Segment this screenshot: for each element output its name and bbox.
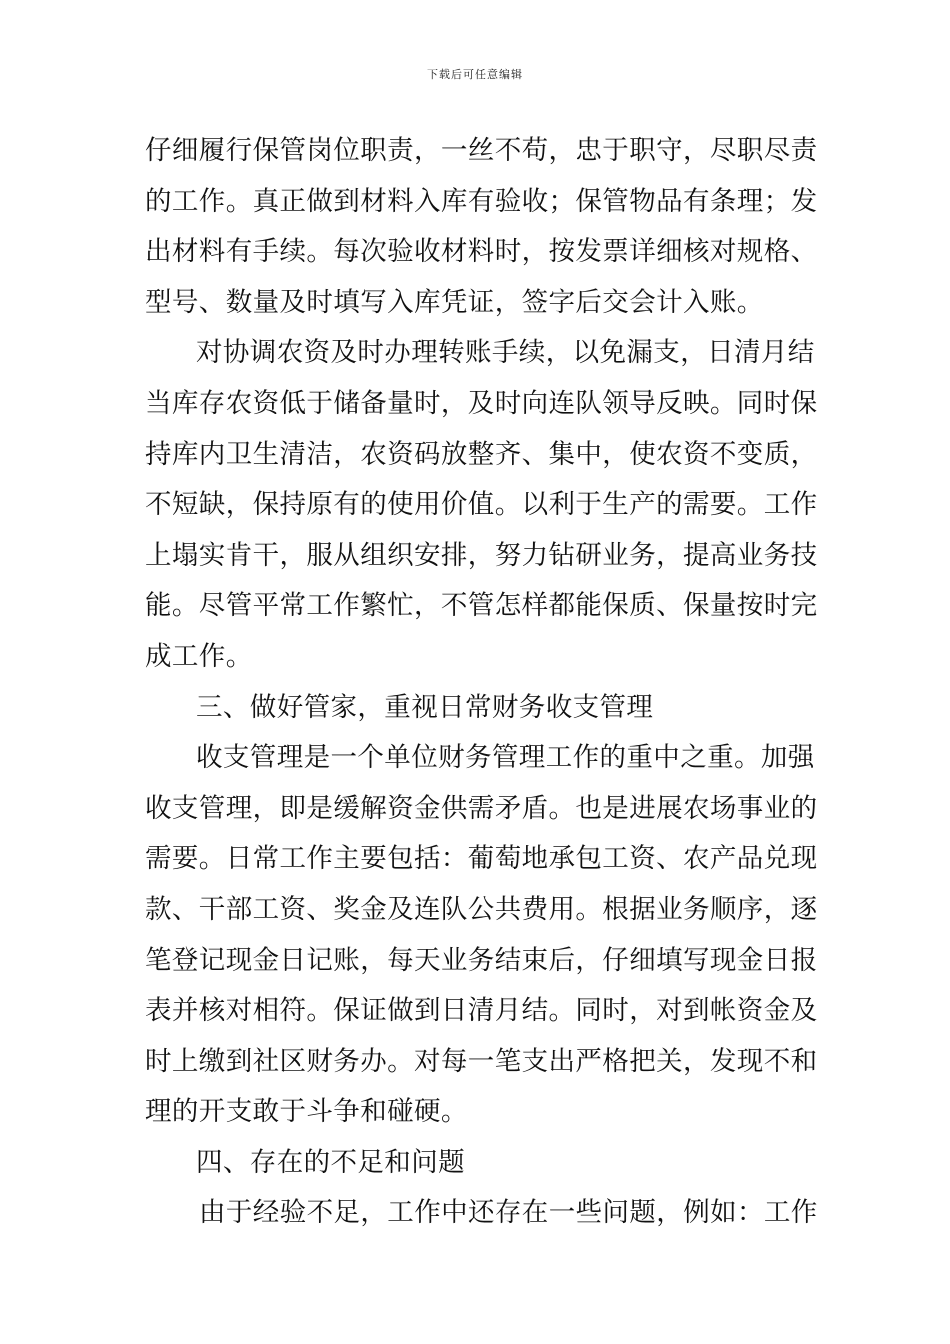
paragraph-start: 由于经验不足，工作中还存在一些问题，例如：工作 xyxy=(199,1197,818,1229)
text-line: 收支管理，即是缓解资金供需矛盾。也是进展农场事业的 xyxy=(145,792,818,824)
text-line: 时上缴到社区财务办。对每一笔支出严格把关，发现不和 xyxy=(145,1045,818,1077)
text-line: 上塌实肯干，服从组织安排，努力钻研业务，提高业务技 xyxy=(145,539,818,571)
text-line: 成工作。 xyxy=(145,640,253,672)
section-heading: 三、做好管家，重视日常财务收支管理 xyxy=(196,691,654,723)
text-line: 笔登记现金日记账，每天业务结束后，仔细填写现金日报 xyxy=(145,944,818,976)
header-note: 下载后可任意编辑 xyxy=(427,68,523,81)
paragraph-start: 收支管理是一个单位财务管理工作的重中之重。加强 xyxy=(196,742,815,774)
text-line: 能。尽管平常工作繁忙，不管怎样都能保质、保量按时完 xyxy=(145,590,818,622)
text-line: 型号、数量及时填写入库凭证，签字后交会计入账。 xyxy=(145,286,764,318)
text-line: 出材料有手续。每次验收材料时，按发票详细核对规格、 xyxy=(145,236,818,268)
text-line: 不短缺，保持原有的使用价值。以利于生产的需要。工作 xyxy=(145,489,818,521)
paragraph-start: 对协调农资及时办理转账手续，以免漏支，日清月结 xyxy=(196,337,815,369)
text-line: 款、干部工资、奖金及连队公共费用。根据业务顺序，逐 xyxy=(145,893,818,925)
text-line: 表并核对相符。保证做到日清月结。同时，对到帐资金及 xyxy=(145,995,818,1027)
text-line: 需要。日常工作主要包括：葡萄地承包工资、农产品兑现 xyxy=(145,843,818,875)
text-line: 当库存农资低于储备量时，及时向连队领导反映。同时保 xyxy=(145,387,818,419)
document-body xyxy=(145,126,818,1239)
text-line: 持库内卫生清洁，农资码放整齐、集中，使农资不变质， xyxy=(145,438,818,470)
section-heading: 四、存在的不足和问题 xyxy=(196,1146,465,1178)
text-line: 的工作。真正做到材料入库有验收；保管物品有条理；发 xyxy=(145,185,818,217)
text-line: 理的开支敢于斗争和碰硬。 xyxy=(145,1096,468,1128)
text-line: 仔细履行保管岗位职责，一丝不苟，忠于职守，尽职尽责 xyxy=(145,135,818,166)
